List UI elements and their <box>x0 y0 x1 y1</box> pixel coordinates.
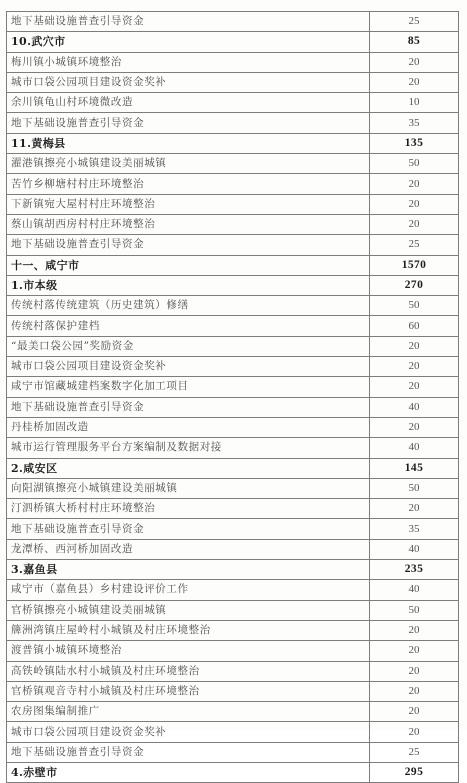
table-row <box>7 519 459 539</box>
project-name-cell: 濯港镇擦亮小城镇建设美丽城镇 <box>7 154 370 174</box>
table-row <box>7 72 459 92</box>
amount-cell: 40 <box>370 397 459 417</box>
amount-cell: 20 <box>370 357 459 377</box>
project-name-cell: 咸宁市馆藏城建档案数字化加工项目 <box>7 377 370 397</box>
project-name-cell: 苦竹乡柳塘村村庄环境整治 <box>7 174 370 194</box>
project-name-cell: 丹桂桥加固改造 <box>7 417 370 437</box>
project-name-cell: 官桥镇观音寺村小城镇及村庄环境整治 <box>7 681 370 701</box>
amount-cell: 25 <box>370 235 459 255</box>
project-name-cell: 簰洲湾镇庄屋岭村小城镇及村庄环境整治 <box>7 620 370 640</box>
table-row <box>7 357 459 377</box>
table-row-heading <box>7 762 459 782</box>
project-name-cell: 传统村落传统建筑（历史建筑）修缮 <box>7 296 370 316</box>
table-row <box>7 214 459 234</box>
project-name-cell: 农房图集编制推广 <box>7 702 370 722</box>
project-name-cell: 地下基础设施普查引导资金 <box>7 12 370 32</box>
table-row <box>7 478 459 498</box>
table-row-heading <box>7 560 459 580</box>
project-name-cell: 城市口袋公园项目建设资金奖补 <box>7 722 370 742</box>
table-row <box>7 539 459 559</box>
project-name-cell: 地下基础设施普查引导资金 <box>7 742 370 762</box>
project-name-cell: 梅川镇小城镇环境整治 <box>7 52 370 72</box>
amount-cell: 135 <box>370 133 459 153</box>
amount-cell: 40 <box>370 438 459 458</box>
table-row-heading <box>7 255 459 275</box>
project-name-cell: 城市口袋公园项目建设资金奖补 <box>7 72 370 92</box>
amount-cell: 20 <box>370 336 459 356</box>
table-row <box>7 681 459 701</box>
project-name-cell: 高铁岭镇陆水村小城镇及村庄环境整治 <box>7 661 370 681</box>
amount-cell: 20 <box>370 722 459 742</box>
table-row <box>7 377 459 397</box>
amount-cell: 20 <box>370 52 459 72</box>
amount-cell: 50 <box>370 154 459 174</box>
amount-cell: 25 <box>370 12 459 32</box>
table-row <box>7 174 459 194</box>
project-name-cell: 下新镇宛大屋村村庄环境整治 <box>7 194 370 214</box>
project-name-cell: 11.黄梅县 <box>7 133 370 153</box>
amount-cell: 85 <box>370 32 459 52</box>
table-row-heading <box>7 275 459 295</box>
amount-cell: 1570 <box>370 255 459 275</box>
amount-cell: 50 <box>370 600 459 620</box>
amount-cell: 60 <box>370 316 459 336</box>
amount-cell: 35 <box>370 113 459 133</box>
table-row <box>7 194 459 214</box>
table-row <box>7 12 459 32</box>
table-row <box>7 641 459 661</box>
amount-cell: 50 <box>370 478 459 498</box>
table-row <box>7 742 459 762</box>
table-row <box>7 397 459 417</box>
table-row <box>7 113 459 133</box>
project-name-cell: 3.嘉鱼县 <box>7 560 370 580</box>
table-row <box>7 93 459 113</box>
amount-cell: 145 <box>370 458 459 478</box>
project-name-cell: 2.咸安区 <box>7 458 370 478</box>
table-row <box>7 620 459 640</box>
table-row <box>7 661 459 681</box>
project-name-cell: 地下基础设施普查引导资金 <box>7 397 370 417</box>
amount-cell: 35 <box>370 519 459 539</box>
funding-table <box>6 11 459 783</box>
project-name-cell: 咸宁市（嘉鱼县）乡村建设评价工作 <box>7 580 370 600</box>
project-name-cell: 余川镇龟山村环境微改造 <box>7 93 370 113</box>
table-row <box>7 235 459 255</box>
table-row <box>7 600 459 620</box>
table-row <box>7 52 459 72</box>
project-name-cell: 蔡山镇胡西房村村庄环境整治 <box>7 214 370 234</box>
table-row-heading <box>7 32 459 52</box>
amount-cell: 50 <box>370 296 459 316</box>
amount-cell: 20 <box>370 499 459 519</box>
amount-cell: 20 <box>370 681 459 701</box>
table-row <box>7 154 459 174</box>
project-name-cell: 1.市本级 <box>7 275 370 295</box>
project-name-cell: 渡普镇小城镇环境整治 <box>7 641 370 661</box>
amount-cell: 20 <box>370 641 459 661</box>
table-row <box>7 336 459 356</box>
table-row <box>7 722 459 742</box>
table-row <box>7 499 459 519</box>
project-name-cell: 地下基础设施普查引导资金 <box>7 235 370 255</box>
project-name-cell: 官桥镇擦亮小城镇建设美丽城镇 <box>7 600 370 620</box>
amount-cell: 235 <box>370 560 459 580</box>
amount-cell: 20 <box>370 661 459 681</box>
project-name-cell: 传统村落保护建档 <box>7 316 370 336</box>
amount-cell: 40 <box>370 539 459 559</box>
table-row <box>7 580 459 600</box>
project-name-cell: 城市口袋公园项目建设资金奖补 <box>7 357 370 377</box>
table-row-heading <box>7 458 459 478</box>
project-name-cell: 向阳湖镇擦亮小城镇建设美丽城镇 <box>7 478 370 498</box>
amount-cell: 20 <box>370 417 459 437</box>
amount-cell: 40 <box>370 580 459 600</box>
project-name-cell: 龙潭桥、西河桥加固改造 <box>7 539 370 559</box>
amount-cell: 10 <box>370 93 459 113</box>
project-name-cell: 十一、咸宁市 <box>7 255 370 275</box>
amount-cell: 20 <box>370 194 459 214</box>
funding-table-body <box>7 12 459 783</box>
project-name-cell: 地下基础设施普查引导资金 <box>7 113 370 133</box>
table-row <box>7 316 459 336</box>
project-name-cell: 地下基础设施普查引导资金 <box>7 519 370 539</box>
project-name-cell: 10.武穴市 <box>7 32 370 52</box>
table-row <box>7 702 459 722</box>
table-row <box>7 296 459 316</box>
amount-cell: 20 <box>370 72 459 92</box>
amount-cell: 20 <box>370 214 459 234</box>
amount-cell: 295 <box>370 762 459 782</box>
amount-cell: 20 <box>370 377 459 397</box>
amount-cell: 25 <box>370 742 459 762</box>
amount-cell: 20 <box>370 174 459 194</box>
project-name-cell: 汀泗桥镇大桥村村庄环境整治 <box>7 499 370 519</box>
table-row <box>7 417 459 437</box>
amount-cell: 20 <box>370 620 459 640</box>
amount-cell: 270 <box>370 275 459 295</box>
project-name-cell: 城市运行管理服务平台方案编制及数据对接 <box>7 438 370 458</box>
amount-cell: 20 <box>370 702 459 722</box>
table-row <box>7 438 459 458</box>
project-name-cell: “最美口袋公园”奖励资金 <box>7 336 370 356</box>
project-name-cell: 4.赤壁市 <box>7 762 370 782</box>
table-row-heading <box>7 133 459 153</box>
